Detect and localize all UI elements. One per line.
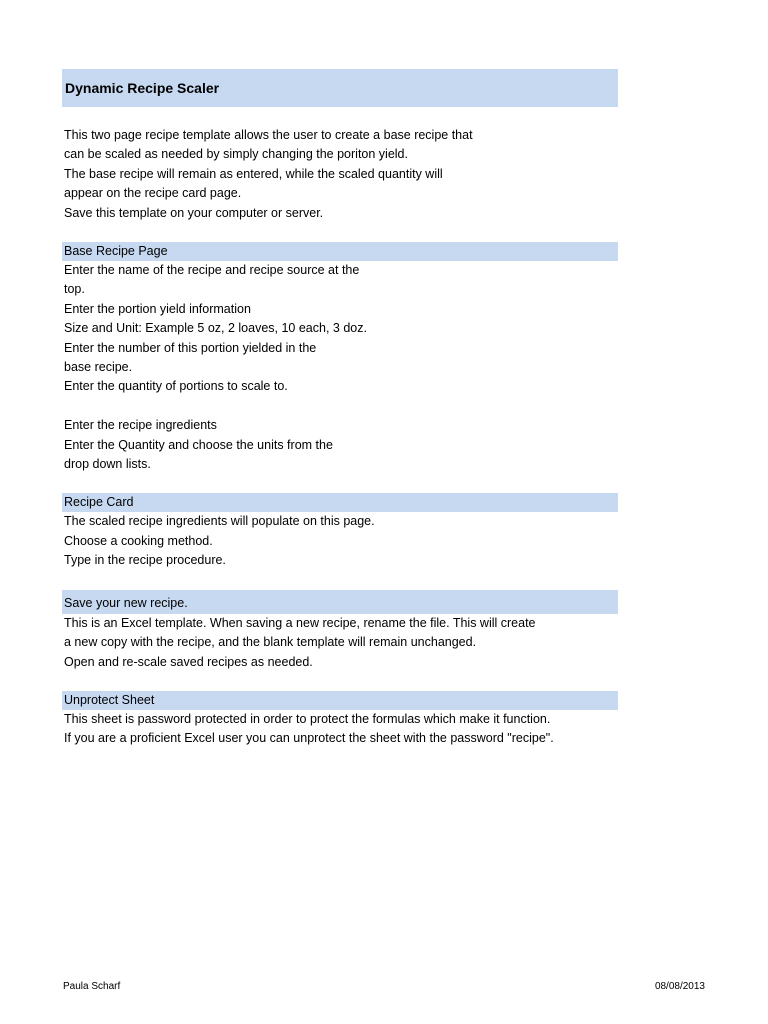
section-unprotect-sheet [62,691,618,749]
section-line: The scaled recipe ingredients will populate on this page. [64,514,375,529]
section-heading: Base Recipe Page [62,242,618,261]
section-line: Enter the Quantity and choose the units from the [64,437,333,452]
intro-line: appear on the recipe card page. [64,186,242,201]
intro-line: Save this template on your computer or server. [64,205,324,220]
intro-line: can be scaled as needed by simply changing the poriton yield. [64,147,408,162]
intro-line: This two page recipe template allows the user to create a base recipe that [64,128,473,142]
section-recipe-card [62,493,618,570]
section-line: a new copy with the recipe, and the blank template will remain unchanged. [64,635,477,650]
footer-date: 08/08/2013 [654,981,705,992]
section-line: Enter the number of this portion yielded in the [64,340,317,355]
document-title: Dynamic Recipe Scaler [62,69,618,107]
section-line: base recipe. [64,360,133,375]
section-line: This sheet is password protected in order to protect the formulas which make it function. [64,711,551,726]
footer-author: Paula Scharf [63,981,121,992]
section-line: Enter the name of the recipe and recipe source at the [64,263,360,278]
intro-line: The base recipe will remain as entered, while the scaled quantity will [64,166,443,181]
section-line: Choose a cooking method. [64,533,213,548]
section-line: Open and re-scale saved recipes as needed. [64,654,313,669]
section-line: drop down lists. [64,457,151,472]
section-line: Enter the portion yield information [64,301,251,316]
section-heading: Recipe Card [62,493,618,512]
intro-paragraph [62,126,618,223]
section-line: This is an Excel template. When saving a new recipe, rename the file. This will create [64,615,536,630]
section-heading: Save your new recipe. [62,590,618,614]
section-line: Enter the quantity of portions to scale to. [64,379,288,394]
section-base-recipe [62,242,618,474]
section-heading: Unprotect Sheet [62,691,618,710]
section-line [62,397,618,416]
document-page [62,69,618,749]
section-line: Enter the recipe ingredients [64,418,217,433]
section-line: Size and Unit: Example 5 oz, 2 loaves, 10 each, 3 doz. [64,321,367,336]
section-line: top. [64,282,85,297]
section-line: If you are a proficient Excel user you can unprotect the sheet with the password "recipe". [64,731,554,746]
section-save-recipe [62,590,618,672]
section-line: Type in the recipe procedure. [64,553,226,568]
